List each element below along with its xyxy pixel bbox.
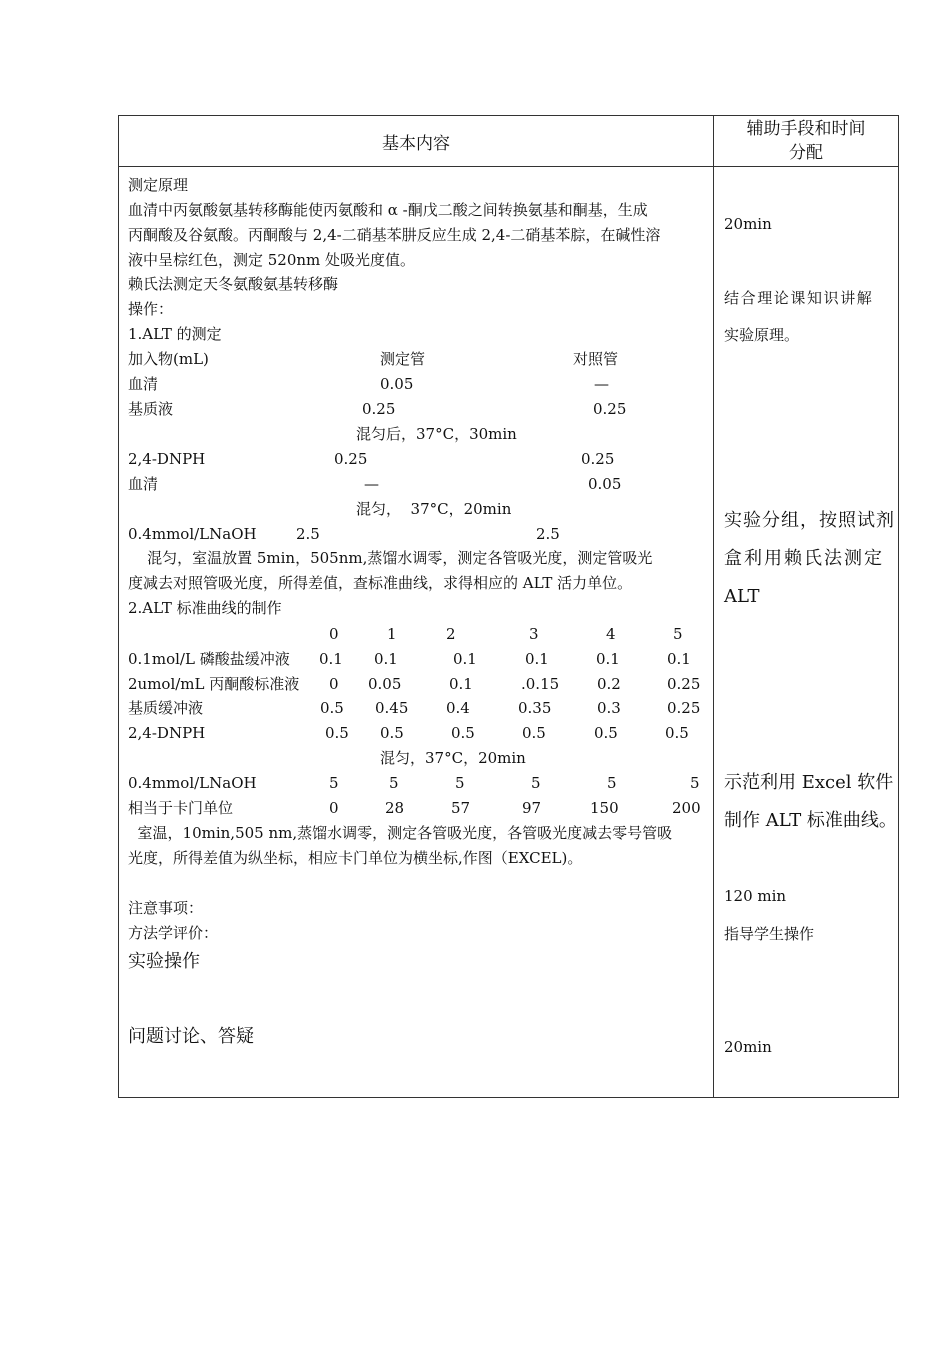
table-row-label: 0.4mmol/LNaOH — [128, 774, 257, 792]
time-allocation: 120 min — [724, 887, 787, 905]
experiment-label: 实验操作 — [128, 951, 200, 972]
table-cell: 0.25 — [362, 400, 396, 418]
alt-paragraph-line: 混匀，室温放置 5min，505nm,蒸馏水调零，测定各管吸光度，测定管吸光 — [128, 549, 653, 567]
mix-instruction: 混匀后，37°C，30min — [356, 425, 517, 443]
mix-instruction: 混匀， 37°C，20min — [356, 500, 512, 518]
table-cell: 2.5 — [296, 525, 320, 543]
table-row-label: 2,4-DNPH — [128, 724, 206, 742]
table-row-label: 基质缓冲液 — [128, 699, 204, 717]
aux-note-line: 实验分组，按照试剂 — [724, 510, 895, 531]
aux-note-line: 指导学生操作 — [724, 925, 815, 943]
aux-note-line: 盒利用赖氏法测定 — [724, 548, 884, 569]
aux-note-line: 制作 ALT 标准曲线。 — [724, 810, 897, 831]
table-cell: 0.05 — [588, 475, 622, 493]
curve-paragraph-line: 室温，10min,505 nm,蒸馏水调零，测定各管吸光度，各管吸光度减去零号管吸 — [128, 824, 673, 842]
table-cell: 0.1 — [374, 650, 398, 668]
table-cell: 基质液 — [128, 400, 174, 418]
table-cell: 0.35 — [518, 699, 552, 717]
table-cell: 0.3 — [597, 699, 621, 717]
table-cell: 0.1 — [525, 650, 549, 668]
table-cell: 0.25 — [667, 699, 701, 717]
table-cell: — — [594, 375, 609, 393]
table-cell: 5 — [607, 774, 617, 792]
aux-note-line: ALT — [724, 586, 760, 607]
evaluation-label: 方法学评价： — [128, 924, 219, 942]
table-cell: 97 — [522, 799, 542, 817]
table-cell: 0.1 — [667, 650, 691, 668]
table-cell: 0.5 — [380, 724, 404, 742]
table-cell: 0.25 — [334, 450, 368, 468]
table-cell: 0 — [329, 799, 339, 817]
curve-paragraph-line: 光度，所得差值为纵坐标，相应卡门单位为横坐标,作图（EXCEL)。 — [128, 849, 583, 867]
table-cell: 5 — [389, 774, 399, 792]
tube-number: 3 — [529, 625, 539, 643]
table-cell: 血清 — [128, 475, 159, 493]
discussion-label: 问题讨论、答疑 — [128, 1026, 254, 1047]
table-cell: 150 — [590, 799, 619, 817]
principle-heading: 测定原理 — [128, 176, 189, 194]
principle-line: 液中呈棕红色，测定 520nm 处吸光度值。 — [128, 251, 416, 269]
table-cell: 0.5 — [325, 724, 349, 742]
content-column-header: 基本内容 — [382, 133, 450, 154]
table-cell: 0.4 — [446, 699, 470, 717]
table-header-cell: 加入物(mL) — [128, 350, 209, 368]
table-cell: 0.25 — [667, 675, 701, 693]
table-cell: 0.2 — [597, 675, 621, 693]
table-cell: .0.15 — [521, 675, 560, 693]
table-cell: 200 — [672, 799, 701, 817]
aux-note-line: 实验原理。 — [724, 326, 800, 344]
table-cell: 0.05 — [368, 675, 402, 693]
table-cell: 2.5 — [536, 525, 560, 543]
operation-label: 操作： — [128, 300, 174, 318]
table-cell: 5 — [531, 774, 541, 792]
tube-number: 1 — [387, 625, 397, 643]
table-cell: 28 — [385, 799, 405, 817]
column-divider — [713, 116, 714, 1097]
alt-heading: 1.ALT 的测定 — [128, 325, 222, 343]
table-cell: 57 — [451, 799, 471, 817]
table-row-label: 相当于卡门单位 — [128, 799, 234, 817]
table-cell: 0.1 — [596, 650, 620, 668]
tube-number: 5 — [673, 625, 683, 643]
table-cell: 5 — [455, 774, 465, 792]
tube-number: 0 — [329, 625, 339, 643]
table-cell: 0.25 — [593, 400, 627, 418]
time-allocation: 20min — [724, 215, 772, 233]
header-divider — [119, 166, 898, 167]
table-cell: 0.05 — [380, 375, 414, 393]
table-cell: 0.25 — [581, 450, 615, 468]
table-row-label: 0.1mol/L 磷酸盐缓冲液 — [128, 650, 290, 668]
table-cell: 0.1 — [319, 650, 343, 668]
aux-column-header: 辅助手段和时间 分配 — [746, 119, 866, 163]
table-cell: — — [364, 475, 379, 493]
time-allocation: 20min — [724, 1038, 772, 1056]
aux-note-line: 结合理论课知识讲解 — [724, 289, 874, 307]
table-cell: 5 — [329, 774, 339, 792]
mix-instruction: 混匀，37°C，20min — [380, 749, 526, 767]
table-cell: 0.5 — [451, 724, 475, 742]
tube-number: 4 — [606, 625, 616, 643]
table-cell: 0.5 — [665, 724, 689, 742]
curve-heading: 2.ALT 标准曲线的制作 — [128, 599, 282, 617]
table-cell: 0 — [329, 675, 339, 693]
table-row-label: 2umol/mL 丙酮酸标准液 — [128, 675, 300, 693]
table-cell: 0.5 — [594, 724, 618, 742]
table-cell: 0.5 — [320, 699, 344, 717]
table-cell: 0.4mmol/LNaOH — [128, 525, 257, 543]
principle-line: 丙酮酸及谷氨酸。丙酮酸与 2,4-二硝基苯肼反应生成 2,4-二硝基苯腙，在碱性溶 — [128, 226, 661, 244]
aux-note-line: 示范利用 Excel 软件 — [724, 772, 894, 793]
table-cell: 0.1 — [453, 650, 477, 668]
table-cell: 0.5 — [522, 724, 546, 742]
table-header-cell: 测定管 — [380, 350, 426, 368]
notes-label: 注意事项： — [128, 899, 204, 917]
alt-paragraph-line: 度减去对照管吸光度，所得差值，查标准曲线，求得相应的 ALT 活力单位。 — [128, 574, 633, 592]
table-cell: 2,4-DNPH — [128, 450, 206, 468]
table-header-cell: 对照管 — [573, 350, 619, 368]
table-cell: 0.1 — [449, 675, 473, 693]
table-cell: 血清 — [128, 375, 159, 393]
principle-line: 血清中丙氨酸氨基转移酶能使丙氨酸和 α -酮戊二酸之间转换氨基和酮基，生成 — [128, 201, 648, 219]
table-cell: 5 — [690, 774, 700, 792]
tube-number: 2 — [446, 625, 456, 643]
table-cell: 0.45 — [375, 699, 409, 717]
method-title: 赖氏法测定天冬氨酸氨基转移酶 — [128, 275, 339, 293]
